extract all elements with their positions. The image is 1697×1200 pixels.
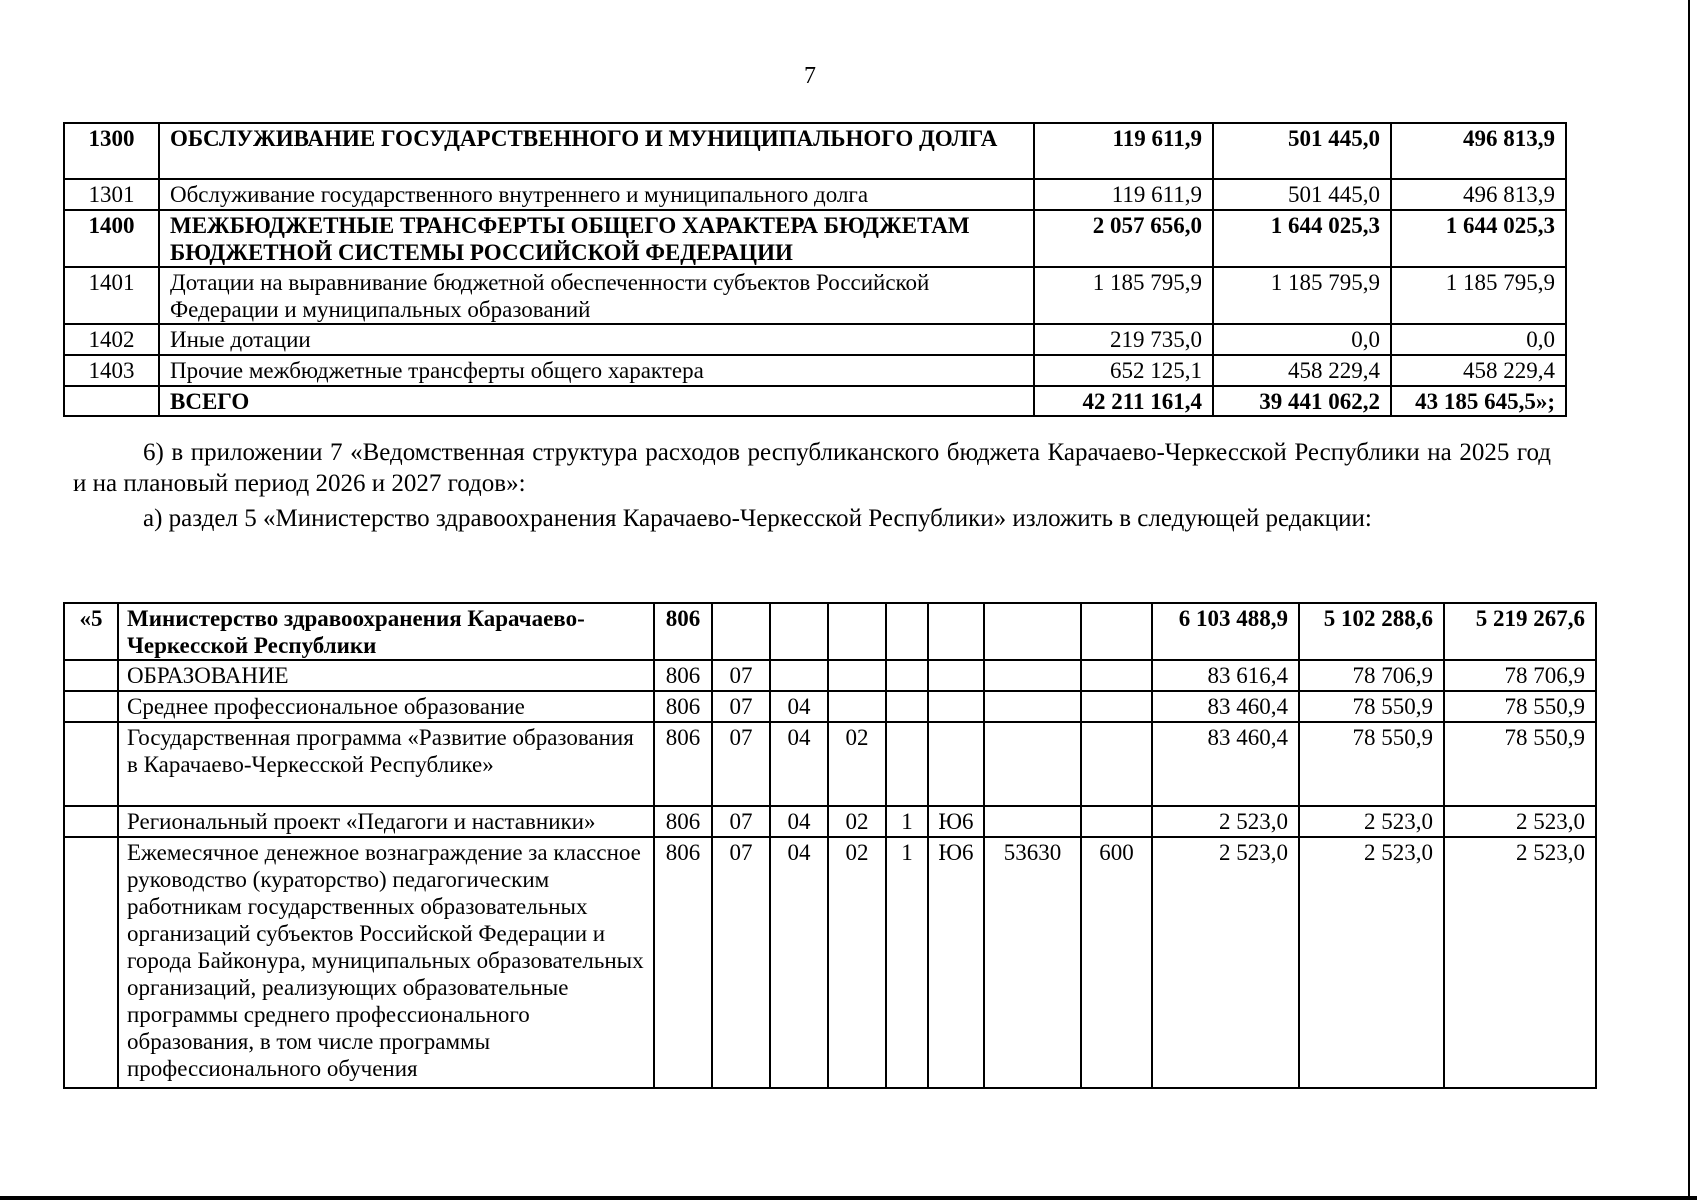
subprogram-code bbox=[886, 722, 928, 806]
expense-type-code: 600 bbox=[1081, 837, 1152, 1088]
section-code: 07 bbox=[712, 837, 770, 1088]
section-code: 07 bbox=[712, 806, 770, 837]
program-code bbox=[828, 603, 886, 660]
amount-2026: 2 523,0 bbox=[1299, 837, 1444, 1088]
amount-2026: 458 229,4 bbox=[1213, 355, 1391, 386]
ministry-code: 806 bbox=[654, 660, 712, 691]
section-code: 07 bbox=[712, 691, 770, 722]
amount-2026: 78 706,9 bbox=[1299, 660, 1444, 691]
subprogram-code: 1 bbox=[886, 837, 928, 1088]
expense-type-code bbox=[1081, 660, 1152, 691]
amount-2027: 1 644 025,3 bbox=[1391, 210, 1566, 267]
scan-edge-right bbox=[1688, 0, 1690, 1200]
subprogram-code bbox=[886, 660, 928, 691]
amount-2027: 496 813,9 bbox=[1391, 179, 1566, 210]
amount-2027: 78 550,9 bbox=[1444, 722, 1596, 806]
scan-edge-bottom bbox=[0, 1196, 1697, 1200]
paragraph-item-6 bbox=[73, 437, 1551, 499]
row-marker bbox=[64, 691, 118, 722]
table-row bbox=[64, 806, 1596, 837]
project-code: Ю6 bbox=[928, 837, 984, 1088]
amount-2025: 83 460,4 bbox=[1152, 691, 1299, 722]
table-row bbox=[64, 660, 1596, 691]
section-code: 1300 bbox=[64, 123, 159, 179]
paragraph-item-a bbox=[73, 503, 1551, 534]
item-name: Государственная программа «Развитие образования в Карачаево-Черкесской Республике» bbox=[118, 722, 654, 806]
expense-type-code bbox=[1081, 722, 1152, 806]
table-row bbox=[64, 179, 1566, 210]
item-name: Региональный проект «Педагоги и наставники» bbox=[118, 806, 654, 837]
amount-2027: 43 185 645,5»; bbox=[1391, 386, 1566, 416]
subsection-code: 04 bbox=[770, 837, 828, 1088]
section-code bbox=[64, 386, 159, 416]
table-row bbox=[64, 210, 1566, 267]
amount-2027: 1 185 795,9 bbox=[1391, 267, 1566, 324]
amount-2026: 78 550,9 bbox=[1299, 722, 1444, 806]
ministry-code: 806 bbox=[654, 722, 712, 806]
expenditure-sections-table bbox=[63, 122, 1567, 417]
subprogram-code: 1 bbox=[886, 806, 928, 837]
paragraph-text: 6) в приложении 7 «Ведомственная структура расходов республиканского бюджета Карачаево-Черкесской Республики на 2025 год и на плановый период 2026 и 2027 годов»: bbox=[73, 439, 1551, 497]
subsection-code: 04 bbox=[770, 722, 828, 806]
expense-type-code bbox=[1081, 806, 1152, 837]
direction-code bbox=[984, 722, 1081, 806]
direction-code: 53630 bbox=[984, 837, 1081, 1088]
row-marker bbox=[64, 722, 118, 806]
section-code: 07 bbox=[712, 722, 770, 806]
amount-2026: 78 550,9 bbox=[1299, 691, 1444, 722]
row-marker bbox=[64, 806, 118, 837]
section-name: Обслуживание государственного внутреннего и муниципального долга bbox=[159, 179, 1034, 210]
project-code bbox=[928, 691, 984, 722]
program-code bbox=[828, 691, 886, 722]
direction-code bbox=[984, 691, 1081, 722]
section-code bbox=[712, 603, 770, 660]
amount-2025: 6 103 488,9 bbox=[1152, 603, 1299, 660]
amount-2025: 652 125,1 bbox=[1034, 355, 1213, 386]
amount-2026: 5 102 288,6 bbox=[1299, 603, 1444, 660]
amount-2025: 83 460,4 bbox=[1152, 722, 1299, 806]
row-marker: «5 bbox=[64, 603, 118, 660]
table-row bbox=[64, 603, 1596, 660]
section-code: 1402 bbox=[64, 324, 159, 355]
table-row bbox=[64, 355, 1566, 386]
item-name: Среднее профессиональное образование bbox=[118, 691, 654, 722]
section-name: МЕЖБЮДЖЕТНЫЕ ТРАНСФЕРТЫ ОБЩЕГО ХАРАКТЕРА БЮДЖЕТАМ БЮДЖЕТНОЙ СИСТЕМЫ РОССИЙСКОЙ ФЕДЕРАЦИИ bbox=[159, 210, 1034, 267]
item-name: Министерство здравоохранения Карачаево-Черкесской Республики bbox=[118, 603, 654, 660]
amount-2025: 42 211 161,4 bbox=[1034, 386, 1213, 416]
section-code: 1301 bbox=[64, 179, 159, 210]
row-marker bbox=[64, 837, 118, 1088]
amount-2026: 501 445,0 bbox=[1213, 123, 1391, 179]
row-marker bbox=[64, 660, 118, 691]
program-code bbox=[828, 660, 886, 691]
subprogram-code bbox=[886, 691, 928, 722]
direction-code bbox=[984, 603, 1081, 660]
amount-2026: 1 185 795,9 bbox=[1213, 267, 1391, 324]
amount-2026: 2 523,0 bbox=[1299, 806, 1444, 837]
total-row bbox=[64, 386, 1566, 416]
item-name: Ежемесячное денежное вознаграждение за классное руководство (кураторство) педагогическим работникам государственных образовательных организаций субъектов Российской Федерации и города Байконура, муниципальных образовательных организаций, реализующих образовательные программы среднего профессионального образования, в том числе программы профессионального обучения bbox=[118, 837, 654, 1088]
amount-2027: 458 229,4 bbox=[1391, 355, 1566, 386]
table-row bbox=[64, 837, 1596, 1088]
ministry-code: 806 bbox=[654, 603, 712, 660]
expense-type-code bbox=[1081, 603, 1152, 660]
section-code: 07 bbox=[712, 660, 770, 691]
section-name: Прочие межбюджетные трансферты общего характера bbox=[159, 355, 1034, 386]
page-number: 7 bbox=[804, 63, 816, 89]
section-name: Иные дотации bbox=[159, 324, 1034, 355]
amount-2025: 2 523,0 bbox=[1152, 837, 1299, 1088]
program-code: 02 bbox=[828, 837, 886, 1088]
section-name: Дотации на выравнивание бюджетной обеспеченности субъектов Российской Федерации и муниципальных образований bbox=[159, 267, 1034, 324]
project-code: Ю6 bbox=[928, 806, 984, 837]
paragraph-text: а) раздел 5 «Министерство здравоохранения Карачаево-Черкесской Республики» изложить в следующей редакции: bbox=[143, 505, 1372, 532]
amount-2026: 0,0 bbox=[1213, 324, 1391, 355]
amount-2025: 1 185 795,9 bbox=[1034, 267, 1213, 324]
table-row bbox=[64, 324, 1566, 355]
project-code bbox=[928, 660, 984, 691]
ministry-code: 806 bbox=[654, 837, 712, 1088]
subprogram-code bbox=[886, 603, 928, 660]
direction-code bbox=[984, 660, 1081, 691]
amount-2027: 78 550,9 bbox=[1444, 691, 1596, 722]
amount-2025: 119 611,9 bbox=[1034, 123, 1213, 179]
ministry-code: 806 bbox=[654, 691, 712, 722]
subsection-code bbox=[770, 660, 828, 691]
project-code bbox=[928, 603, 984, 660]
expense-type-code bbox=[1081, 691, 1152, 722]
section-code: 1403 bbox=[64, 355, 159, 386]
amount-2025: 83 616,4 bbox=[1152, 660, 1299, 691]
section-code: 1401 bbox=[64, 267, 159, 324]
subsection-code bbox=[770, 603, 828, 660]
subsection-code: 04 bbox=[770, 691, 828, 722]
ministry-code: 806 bbox=[654, 806, 712, 837]
program-code: 02 bbox=[828, 722, 886, 806]
project-code bbox=[928, 722, 984, 806]
direction-code bbox=[984, 806, 1081, 837]
item-name: ОБРАЗОВАНИЕ bbox=[118, 660, 654, 691]
table-row bbox=[64, 722, 1596, 806]
amount-2025: 219 735,0 bbox=[1034, 324, 1213, 355]
amount-2027: 0,0 bbox=[1391, 324, 1566, 355]
amount-2027: 2 523,0 bbox=[1444, 806, 1596, 837]
section-name: ОБСЛУЖИВАНИЕ ГОСУДАРСТВЕННОГО И МУНИЦИПАЛЬНОГО ДОЛГА bbox=[159, 123, 1034, 179]
subsection-code: 04 bbox=[770, 806, 828, 837]
amount-2025: 2 057 656,0 bbox=[1034, 210, 1213, 267]
table-row bbox=[64, 691, 1596, 722]
amount-2025: 2 523,0 bbox=[1152, 806, 1299, 837]
section-name: ВСЕГО bbox=[159, 386, 1034, 416]
amount-2027: 2 523,0 bbox=[1444, 837, 1596, 1088]
amount-2027: 78 706,9 bbox=[1444, 660, 1596, 691]
program-code: 02 bbox=[828, 806, 886, 837]
section-code: 1400 bbox=[64, 210, 159, 267]
amount-2026: 1 644 025,3 bbox=[1213, 210, 1391, 267]
amount-2025: 119 611,9 bbox=[1034, 179, 1213, 210]
table-row bbox=[64, 123, 1566, 179]
amount-2026: 501 445,0 bbox=[1213, 179, 1391, 210]
departmental-structure-table bbox=[63, 602, 1597, 1089]
amount-2026: 39 441 062,2 bbox=[1213, 386, 1391, 416]
amount-2027: 5 219 267,6 bbox=[1444, 603, 1596, 660]
amount-2027: 496 813,9 bbox=[1391, 123, 1566, 179]
table-row bbox=[64, 267, 1566, 324]
